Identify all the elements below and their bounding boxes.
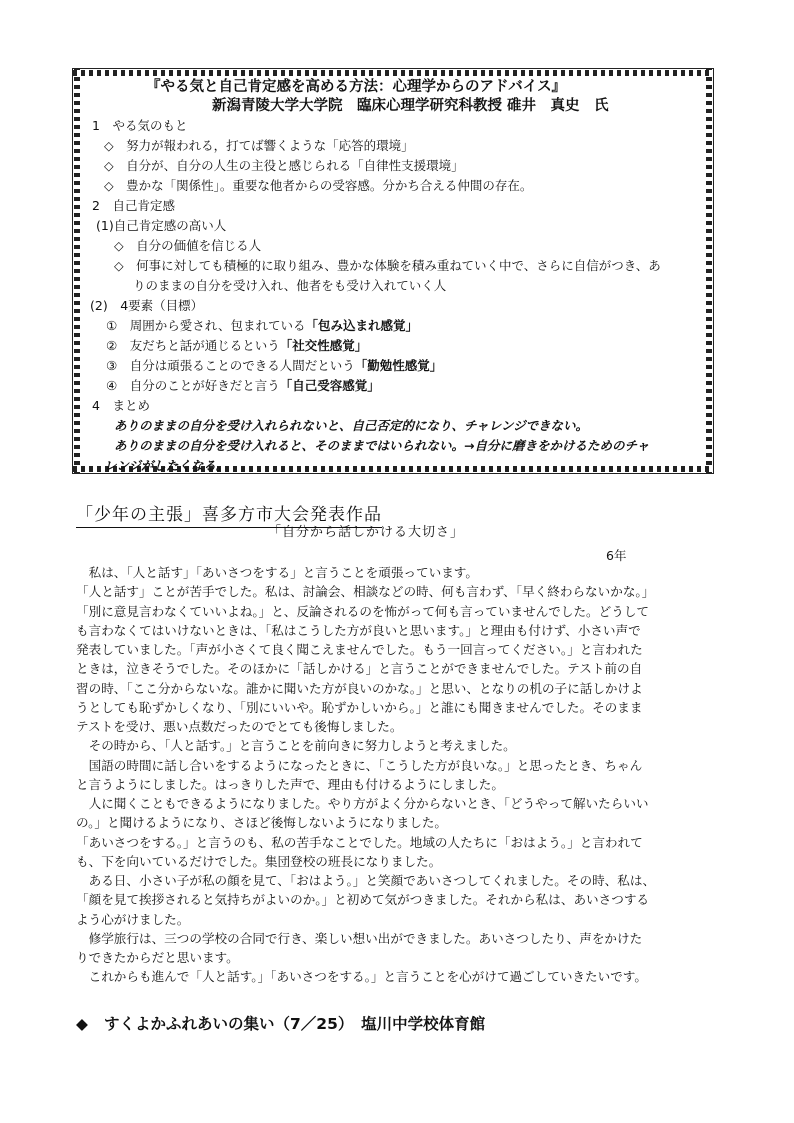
speech-line: 修学旅行は、三つの学校の合同で行き、楽しい想い出ができました。あいさつしたり、声をかけた [76, 930, 643, 946]
self-esteem-item: ◇ 自分の価値を信じる人 [114, 238, 262, 253]
speech-line: テストを受け、悪い点数だったのでとても後悔しました。 [76, 719, 403, 734]
motivation-item: ◇ 自分が、自分の人生の主役と感じられる「自律性支援環境」 [104, 158, 464, 173]
element-item: ① 周囲から愛され、包まれている「包み込まれ感覚」 [106, 318, 418, 333]
self-esteem-subheading: (1)自己肯定感の高い人 [96, 218, 227, 233]
speech-line: 「別に意見言わなくていいよね。」と、反論されるのを怖がって何も言っていませんでした。どうして [76, 603, 650, 619]
speech-line: 国語の時間に話し合いをするようになったときに、「こうした方が良いな。」と思ったとき、ちゃん [76, 757, 643, 773]
motivation-item: ◇ 努力が報われる，打てば響くような「応答的環境」 [104, 138, 414, 153]
dotted-border-right [706, 69, 712, 473]
speech-line: ある日、小さい子が私の顔を見て、「おはよう。」と笑顔であいさつしてくれました。その時、私は、 [76, 873, 656, 888]
speech-line: うとしても恥ずかしくなり、「別にいいや。恥ずかしいから。」と誰にも聞きませんでした。そのまま [76, 699, 643, 715]
speech-line: と言うようにしました。はっきりした声で、理由も付けるようにしました。 [76, 776, 504, 792]
event-announcement [76, 1012, 485, 1034]
heading-four-elements: (2) 4要素（目標） [90, 298, 204, 313]
speech-line: 「顔を見て挨拶されると気持ちがよいのか。」と初めて気がつきました。それから私は、あいさつする [76, 892, 650, 908]
element-item: ④ 自分のことが好きだと言う「自己受容感覚」 [106, 378, 380, 393]
summary-line: ありのままの自分を受け入れると、そのままではいられない。→自分に磨きをかけるためのチャ [114, 438, 650, 453]
element-item: ③ 自分は頑張ることのできる人間だという「勤勉性感覚」 [106, 358, 443, 373]
speech-line: りできたからだと思います。 [76, 950, 239, 965]
grade-label: 6年 [606, 548, 627, 563]
speech-line: も、下を向いているだけでした。集団登校の班長になりました。 [76, 853, 442, 869]
dotted-border-top [73, 70, 713, 76]
speech-line: 習の時、「ここ分からないな。誰かに聞いた方が良いのかな。」と思い、となりの机の子に話しかけよ [76, 680, 643, 696]
self-esteem-item: ◇ 何事に対しても積極的に取り組み、豊かな体験を積み重ねていく中で、さらに自信がつき、あ [114, 258, 661, 273]
event-text: すくよかふれあいの集い（7／25） 塩川中学校体育館 [104, 1015, 486, 1033]
speech-title: 「自分から話しかける大切さ」 [268, 525, 465, 540]
summary-line: レンジがしたくなる。 [104, 458, 229, 473]
heading-motivation: 1 やる気のもと [92, 118, 188, 133]
speech-line: これからも進んで「人と話す。」「あいさつをする。」と言うことを心がけて過ごしていきたいです。 [76, 969, 647, 985]
speech-line: の。」と聞けるようになり、さほど後悔しないようになりました。 [76, 815, 448, 831]
lecturer-name: 新潟青陵大学大学院 臨床心理学研究科教授 碓井 真史 氏 [212, 98, 609, 114]
speech-line: も言わなくてはいけないときは、「私はこうした方が良いと思います。」と理由も付けず、小さい声で [76, 622, 641, 638]
section-title: 「少年の主張」喜多方市大会発表作品 [76, 505, 382, 528]
motivation-item: ◇ 豊かな「関係性」。重要な他者からの受容感。分かち合える仲間の存在。 [104, 178, 533, 193]
speech-line: その時から、「人と話す。」と言うことを前向きに努力しようと考えました。 [76, 738, 516, 754]
speech-line: 「あいさつをする。」と言うのも、私の苦手なことでした。地域の人たちに「おはよう。」と言われて [76, 834, 643, 850]
summary-line: ありのままの自分を受け入れられないと、自己否定的になり、チャレンジできない。 [114, 418, 589, 433]
speech-line: 発表していました。「声が小さくて良く聞こえませんでした。もう一回言ってください。」と言われた [76, 642, 643, 657]
heading-summary: 4 まとめ [92, 398, 150, 413]
speech-line: よう心がけました。 [76, 911, 190, 927]
lecture-title: 『やる気と自己肯定感を高める方法：心理学からのアドバイス』 [146, 79, 567, 95]
speech-line: 人に聞くこともできるようになりました。やり方がよく分からないとき、「どうやって解いたらいい [76, 796, 649, 811]
element-item: ② 友だちと話が通じるという「社交性感覚」 [106, 338, 368, 353]
speech-line: ときは，泣きそうでした。そのほかに「話しかける」と言うことができませんでした。テスト前の自 [76, 661, 643, 677]
dotted-border-left [74, 69, 80, 473]
self-esteem-item-continued: りのままの自分を受け入れ、他者をも受け入れていく人 [133, 278, 447, 293]
diamond-bullet-icon: ◆ [76, 1015, 88, 1033]
heading-self-esteem: 2 自己肯定感 [92, 198, 175, 213]
speech-line: 私は、「人と話す」「あいさつをする」と言うことを頑張っています。 [76, 565, 478, 580]
speech-line: 「人と話す」ことが苦手でした。私は、討論会、相談などの時、何も言わず、「早く終わらないかな。」 [76, 584, 655, 600]
